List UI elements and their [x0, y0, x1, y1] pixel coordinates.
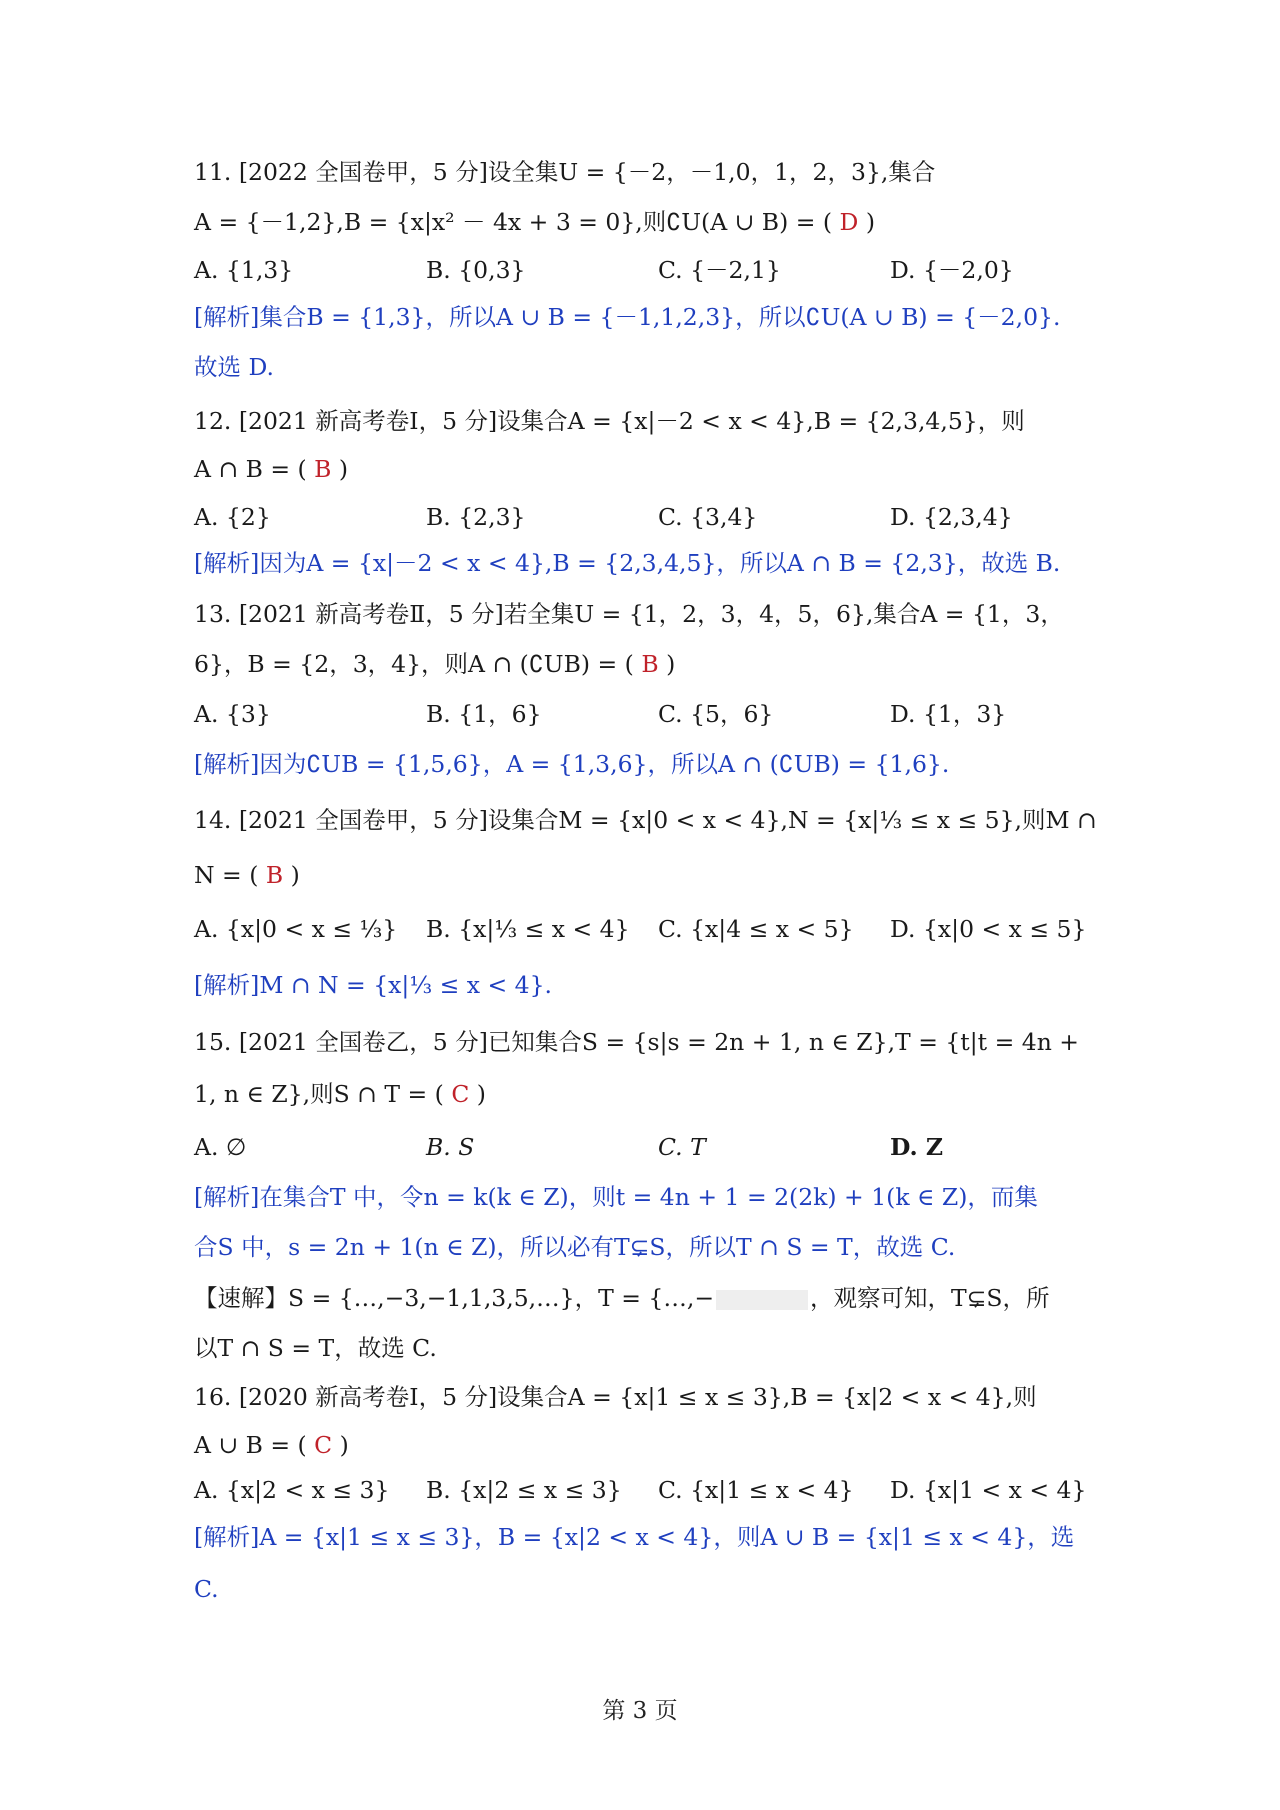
q15-option-a: A. ∅: [194, 1133, 247, 1161]
q11-option-d: D. {－2,0}: [890, 256, 1014, 284]
q16-close-paren: ): [339, 1431, 349, 1459]
q12-option-b: B. {2,3}: [426, 503, 526, 531]
q16-answer: C: [314, 1431, 333, 1459]
q14-answer: B: [265, 861, 284, 889]
q15-analysis-line2: 合S 中，s = 2n + 1(n ∈ Z)，所以必有T⊊S，所以T ∩ S = T，故选 C.: [194, 1233, 956, 1261]
q15-quick-text: 【速解】S = {…,−3,−1,1,3,5,…}，T = {…,−: [194, 1284, 715, 1312]
q12-analysis-line1: [解析]因为A = {x|－2 < x < 4},B = {2,3,4,5}，所以A ∩ B = {2,3}，故选 B.: [194, 549, 1061, 577]
q13-option-a: A. {3}: [194, 700, 271, 728]
q15-quick-text-post: ，观察可知，T⊊S，所: [810, 1284, 1050, 1312]
q14-option-a: A. {x|0 < x ≤ ⅓}: [194, 915, 398, 943]
q12-stem-text: A ∩ B = (: [194, 455, 307, 483]
q12-close-paren: ): [338, 455, 349, 483]
q11-analysis-line1: [解析]集合B = {1,3}，所以A ∪ B = {－1,1,2,3}，所以∁U(A ∪ B) = {－2,0}.: [194, 303, 1061, 331]
q12-stem-line1: 12. [2021 新高考卷Ⅰ，5 分]设集合A = {x|－2 < x < 4},B = {2,3,4,5}，则: [194, 407, 1025, 435]
q14-option-d: D. {x|0 < x ≤ 5}: [890, 915, 1087, 943]
q12-option-d: D. {2,3,4}: [890, 503, 1013, 531]
q16-option-d: D. {x|1 < x < 4}: [890, 1476, 1087, 1504]
q13-option-c: C. {5，6}: [658, 700, 774, 728]
q16-option-c: C. {x|1 ≤ x < 4}: [658, 1476, 854, 1504]
q12-option-c: C. {3,4}: [658, 503, 758, 531]
q16-option-a: A. {x|2 < x ≤ 3}: [194, 1476, 390, 1504]
q11-stem-text: A = {－1,2},B = {x|x² － 4x + 3 = 0},则∁U(A ∪ B) = (: [194, 208, 833, 236]
q11-stem-line2: [194, 205, 875, 239]
q13-close-paren: ): [666, 650, 676, 678]
q15-quick-smudge: [716, 1290, 808, 1310]
q13-option-d: D. {1，3}: [890, 700, 1007, 728]
q15-option-c: C. T: [658, 1133, 706, 1161]
q11-close-paren: ): [865, 208, 876, 236]
q13-stem-line1: 13. [2021 新高考卷Ⅱ，5 分]若全集U = {1，2，3，4，5，6},集合A = {1，3，: [194, 600, 1064, 628]
q12-answer: B: [314, 455, 332, 483]
q15-option-b: B. S: [426, 1133, 475, 1161]
q15-stem-line2: [194, 1077, 486, 1111]
q11-option-c: C. {－2,1}: [658, 256, 781, 284]
q13-stem-line2: [194, 647, 675, 681]
q12-stem-line2: [194, 452, 348, 486]
q11-answer: D: [839, 208, 859, 236]
q14-stem-line2: [194, 858, 300, 892]
q13-option-b: B. {1，6}: [426, 700, 542, 728]
q16-option-b: B. {x|2 ≤ x ≤ 3}: [426, 1476, 622, 1504]
q15-stem-text: 1, n ∈ Z},则S ∩ T = (: [194, 1080, 444, 1108]
q11-analysis-line2: 故选 D.: [194, 353, 274, 381]
q15-option-d: D. Z: [890, 1133, 944, 1161]
q16-analysis-line2: C.: [194, 1575, 219, 1603]
q11-option-b: B. {0,3}: [426, 256, 526, 284]
q16-stem-line2: [194, 1428, 349, 1462]
q14-close-paren: ): [290, 861, 300, 889]
q16-stem-line1: 16. [2020 新高考卷Ⅰ，5 分]设集合A = {x|1 ≤ x ≤ 3},B = {x|2 < x < 4},则: [194, 1383, 1037, 1411]
q15-stem-line1: 15. [2021 全国卷乙，5 分]已知集合S = {s|s = 2n + 1, n ∈ Z},T = {t|t = 4n +: [194, 1028, 1079, 1056]
q11-stem-line1: 11. [2022 全国卷甲，5 分]设全集U = {－2，－1,0，1，2，3},集合: [194, 158, 936, 186]
q15-close-paren: ): [476, 1080, 486, 1108]
q14-option-c: C. {x|4 ≤ x < 5}: [658, 915, 854, 943]
q12-option-a: A. {2}: [194, 503, 271, 531]
q13-analysis-line1: [解析]因为∁UB = {1,5,6}，A = {1,3,6}，所以A ∩ (∁UB) = {1,6}.: [194, 750, 950, 778]
q13-answer: B: [641, 650, 659, 678]
q16-analysis-line1: [解析]A = {x|1 ≤ x ≤ 3}，B = {x|2 < x < 4}，则A ∪ B = {x|1 ≤ x < 4}，选: [194, 1523, 1075, 1551]
q15-quick-line1: [194, 1281, 1049, 1315]
q13-stem-text: 6}，B = {2，3，4}，则A ∩ (∁UB) = (: [194, 650, 634, 678]
q16-stem-text: A ∪ B = (: [194, 1431, 307, 1459]
page-number: 第 3 页: [602, 1698, 678, 1724]
q14-analysis-line1: [解析]M ∩ N = {x|⅓ ≤ x < 4}.: [194, 971, 553, 999]
q14-option-b: B. {x|⅓ ≤ x < 4}: [426, 915, 630, 943]
q15-analysis-line1: [解析]在集合T 中，令n = k(k ∈ Z)，则t = 4n + 1 = 2(2k) + 1(k ∈ Z)，而集: [194, 1183, 1038, 1211]
q15-quick-line2: 以T ∩ S = T，故选 C.: [194, 1334, 437, 1362]
q14-stem-text: N = (: [194, 861, 259, 889]
q14-stem-line1: 14. [2021 全国卷甲，5 分]设集合M = {x|0 < x < 4},N = {x|⅓ ≤ x ≤ 5},则M ∩: [194, 806, 1097, 834]
q11-option-a: A. {1,3}: [194, 256, 294, 284]
q15-answer: C: [451, 1080, 470, 1108]
